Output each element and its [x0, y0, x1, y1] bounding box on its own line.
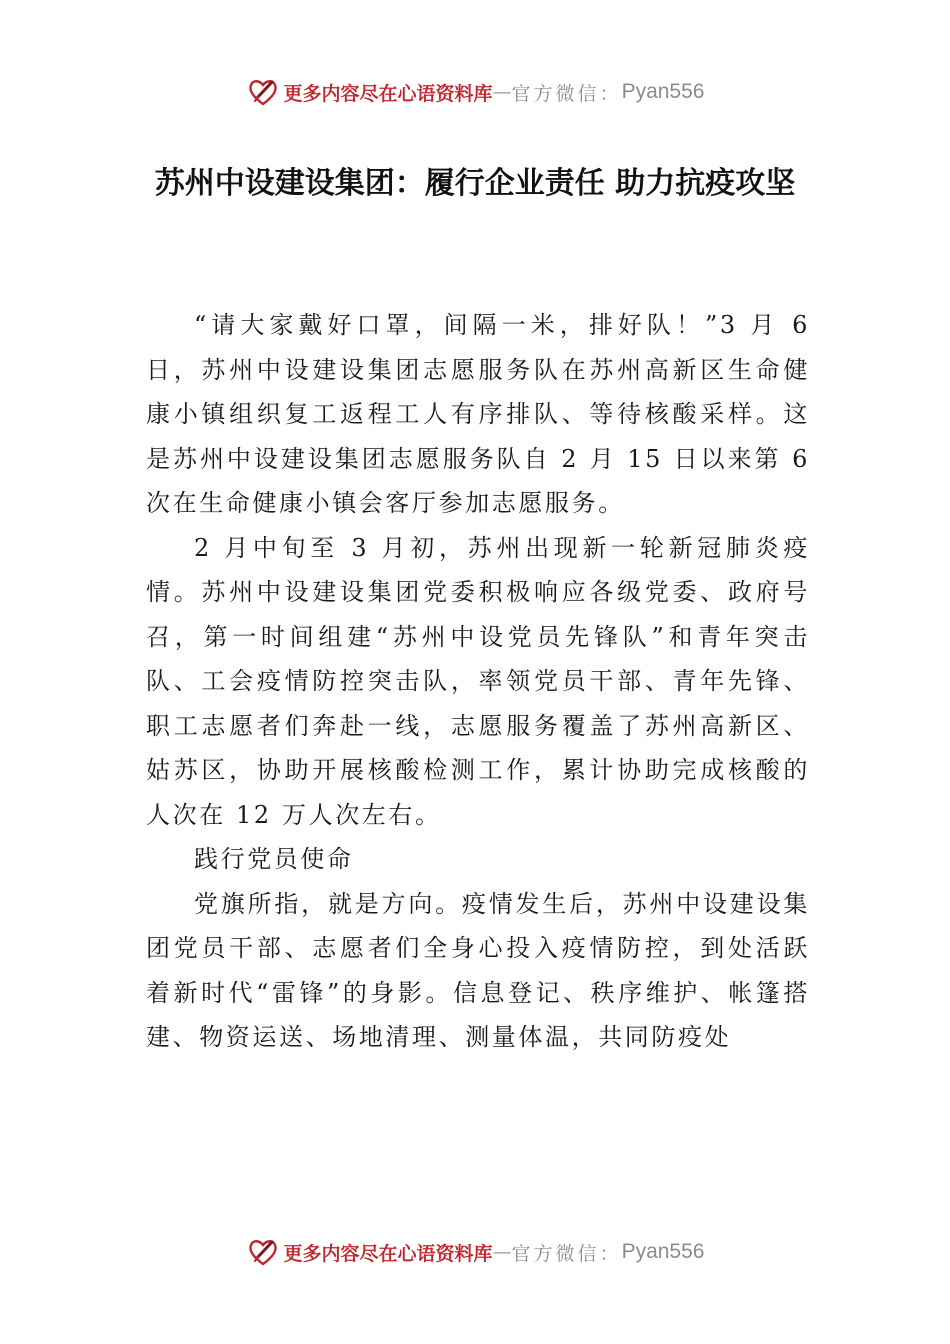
paragraph: 2 月中旬至 3 月初，苏州出现新一轮新冠肺炎疫情。苏州中设建设集团党委积极响应各级党委、政府号召，第一时间组建“苏州中设党员先锋队”和青年突击队、工会疫情防控突击队，率领党员干部、青年先锋、职工志愿者们奔赴一线，志愿服务覆盖了苏州高新区、姑苏区，协助开展核酸检测工作，累计协助完成核酸的人次在 12 万人次左右。 [146, 533, 810, 829]
heart-pen-icon [246, 75, 280, 109]
section-heading: 践行党员使命 [194, 845, 354, 873]
banner-separator: — [492, 1241, 512, 1263]
paragraph: 党旗所指，就是方向。疫情发生后，苏州中设建设集团党员干部、志愿者们全身心投入疫情防控，到处活跃着新时代“雷锋”的身影。信息登记、秩序维护、帐篷搭建、物资运送、场地清理、测量体温，共同防疫处 [146, 889, 810, 1051]
banner-wechat-id: Pyan556 [621, 80, 705, 103]
banner-separator: — [492, 81, 512, 103]
document-title: 苏州中设建设集团：履行企业责任 助力抗疫攻坚 [154, 166, 796, 201]
heart-pen-icon [246, 1235, 280, 1269]
banner-wechat-id: Pyan556 [621, 1240, 705, 1263]
banner-brand: 更多内容尽在心语资料库 [283, 1242, 493, 1265]
banner-wechat-label: 官方微信： [511, 82, 622, 105]
paragraph: “请大家戴好口罩，间隔一米，排好队！”3 月 6 日，苏州中设建设集团志愿服务队在苏州高新区生命健康小镇组织复工返程工人有序排队、等待核酸采样。这是苏州中设建设集团志愿服务队自 2 月 15 日以来第 6 次在生命健康小镇会客厅参加志愿服务。 [146, 311, 810, 517]
footer-banner [0, 1232, 950, 1272]
banner-wechat-label: 官方微信： [511, 1242, 622, 1265]
document-body [146, 303, 810, 1060]
banner-brand: 更多内容尽在心语资料库 [283, 82, 493, 105]
header-banner [0, 72, 950, 112]
